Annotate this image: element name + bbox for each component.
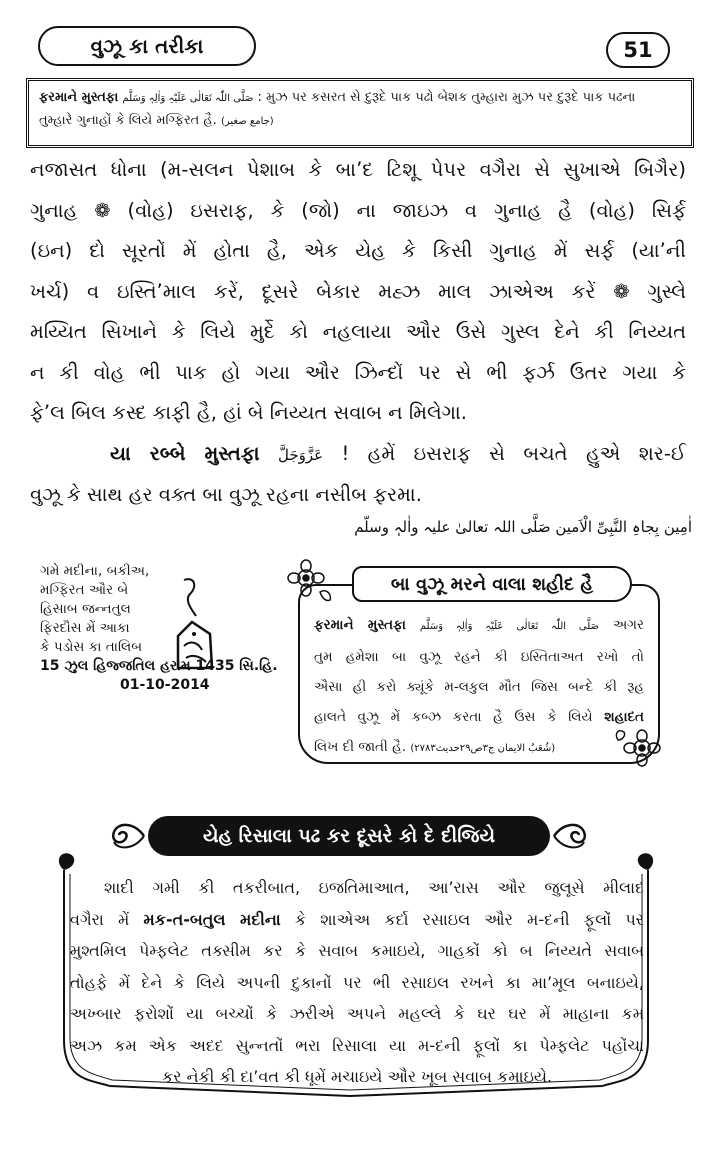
page-title: વુઝૂ કા તરીકા (38, 26, 256, 66)
hadith-text-2: તુમ્હારે ગુનાહોં કે લિયે મગ્ફિરત હૈ. (39, 113, 217, 128)
hadith-line-1 (39, 87, 681, 110)
ameen-text: اٰمِین بِجاہِ النَّبِیِّ الْاَمین صَلَّی اللہ تعالیٰ علیہ واٰلہٖ وسلّم (354, 518, 692, 536)
box-line-5 (314, 732, 644, 764)
date-hijri: 15 ઝુલ હિજ્જતિલ હરામ 1435 સિ.હિ. (40, 658, 278, 674)
section-banner: યેહ રિસાલા પઢ કર દૂસરે કો દે દીજિયે (148, 816, 550, 856)
bottom-line: શાદી ગમી કી તકરીબાત, ઇજતિમાઆત, આ’રાસ ઔર જુલૂસે મીલાદ (104, 878, 644, 897)
hadith-line-2 (39, 110, 681, 133)
main-paragraph (30, 150, 686, 516)
box-line-3: ઐસા હી કરો ક્યૂંકે મ-લકુલ મૌત જિસ બન્દે કી રૂહ (314, 679, 644, 695)
box-line-4 (314, 702, 644, 732)
hadith-salutation: صَلَّی اللّٰہ تَعَالٰی عَلَیْہِ وَاٰلِہٖ وَسَلَّم (122, 93, 254, 104)
bottom-paragraph (70, 872, 644, 1093)
author-line: ફિરદૌસ મેં આકા (40, 620, 130, 636)
bottom-line2-post: કે શાએઅ કર્દા રસાઇલ ઔર મ-દની ફૂલોં પર (294, 909, 644, 929)
bottom-line2-bold: મક-ત-બતુલ મદીના (143, 909, 281, 929)
dua-line-2: વુઝૂ કે સાથ હર વક્ત બા વુઝૂ રહના નસીબ ફરમા. (30, 483, 422, 506)
scroll-ornament-right-icon (550, 816, 594, 856)
page-number: 51 (606, 32, 670, 68)
scroll-ornament-left-icon (104, 816, 148, 856)
dua-arabic: عَزَّوَجَلَّ (277, 445, 324, 464)
dua-bold: યા રબ્બે મુસ્તફા (110, 441, 260, 465)
box-salutation: صَلَّی اللّٰہ تَعَالٰی عَلَیْہِ وَاٰلِہٖ وَسَلَّم (419, 621, 599, 632)
bottom-line2-pre: વગૈરા મેં (70, 909, 130, 929)
bottom-line: અઝ કમ એક અદદ સુન્નતોં ભરા રિસાલા યા મ-દની ફૂલોં કા પેમ્ફલેટ પહોંચા (70, 1035, 644, 1055)
main-line: મય્યિત સિખાને કે લિયે મુર્દે કો નહલાયા ઔર ઉસે ગુસ્લ દેને કી નિય્યત (30, 320, 686, 343)
flower-ornament-icon (612, 720, 666, 774)
box-source: (شُعَبُ الایمان ج۳ص۲۹حدیث۲۷۸۳) (410, 743, 556, 754)
dua-line (30, 434, 686, 476)
author-line: કે પડોસ કા તાલિબ (40, 639, 143, 655)
author-line: હિસાબ જન્નતુલ (40, 601, 131, 617)
main-line: નજાસત ધોના (મ-સલન પેશાબ કે બા’દ ટિશૂ પેપર વગૈરા સે સુખાએ બિગૈર) (30, 158, 686, 181)
main-line: ખર્ચ) વ ઇસ્તિ’માલ કરેં, દૂસરે બેકાર મહ્ઝ માલ ઝાએઅ કરેં ❁ ગુસ્લે (30, 279, 686, 303)
box-line4-pre: હાલતે વુઝૂ મેં કબ્ઝ કરતા હૈ ઉસ કે લિયે (314, 709, 593, 725)
hadith-label: ફરમાને મુસ્તફા (39, 90, 119, 105)
author-line: ગમે મદીના, બકીઅ, (40, 563, 150, 579)
flower-ornament-icon (286, 556, 340, 610)
date-gregorian: 01-10-2014 (120, 677, 210, 693)
box-label: ફરમાને મુસ્તફા (314, 617, 406, 633)
box-line5: લિખ દી જાતી હૈ. (314, 739, 407, 755)
hadith-text: : મુઝ પર કસરત સે દુરૂદે પાક પઢો બેશક તુમ્હારા મુઝ પર દુરૂદે પાક પઢના (257, 90, 636, 105)
bottom-line (70, 904, 644, 936)
dua-rest: ! હમેં ઇસરાફ સે બચતે હુએ શર-ઈ (341, 441, 686, 465)
hadith-frame (298, 584, 660, 764)
author-line: મગ્ફિરત ઔર બે (40, 582, 129, 598)
frame-title: બા વુઝૂ મરને વાલા શહીદ હૈ (352, 566, 632, 602)
box-line4-bold: શહાદત (604, 709, 644, 725)
hadith-box (26, 78, 694, 148)
box-line1-rest: અગર (612, 617, 645, 633)
main-line: (ઇન) દો સૂરતોં મેં હોતા હૈ, એક યેહ કે કિસી ગુનાહ મેં સર્ફ (યા’ની (30, 239, 686, 262)
bottom-line: મુશ્તમિલ પેમ્ફલેટ તક્સીમ કર કે સવાબ કમાઇયે, ગાહકોં કો બ નિય્યતે સવાબ (70, 941, 644, 960)
hadith-source: (جامع صغیر) (220, 116, 274, 127)
bottom-line: કર નેકી કી દા’વત કી ધૂમેં મચાઇયે ઔર ખૂબ સવાબ કમાઇયે. (161, 1067, 553, 1086)
box-line-2: તુમ હમેશા બા વુઝૂ રહને કી ઇસ્તિતાઅત રખો તો (314, 649, 644, 665)
box-line-1 (314, 610, 644, 642)
main-line: ગુનાહ ❁ (વોહ) ઇસરાફ, કે (જો) ના જાઇઝ વ ગુનાહ હૈ (વોહ) સિર્ફ (30, 198, 686, 222)
main-line: ફે’લ બિલ કસ્દ કાફી હૈ, હાં બે નિય્યત સવાબ ન મિલેગા. (30, 401, 467, 424)
bottom-line: તોહફે મેં દેને કે લિયે અપની દુકાનોં પર ભી રસાઇલ રખને કા મા’મૂલ બનાઇયે, (70, 972, 644, 992)
calligraphy-logo-icon (172, 576, 218, 676)
main-line: ન કી વોહ ભી પાક હો ગયા ઔર ઝિન્દોં પર સે ભી ફર્ઝ ઉતર ગયા કે (30, 360, 686, 384)
bottom-line: અખ્બાર ફરોશોં યા બચ્ચોં કે ઝરીએ અપને મહલ્લે કે ઘર ઘર મેં માહાના કમ (70, 1004, 644, 1023)
